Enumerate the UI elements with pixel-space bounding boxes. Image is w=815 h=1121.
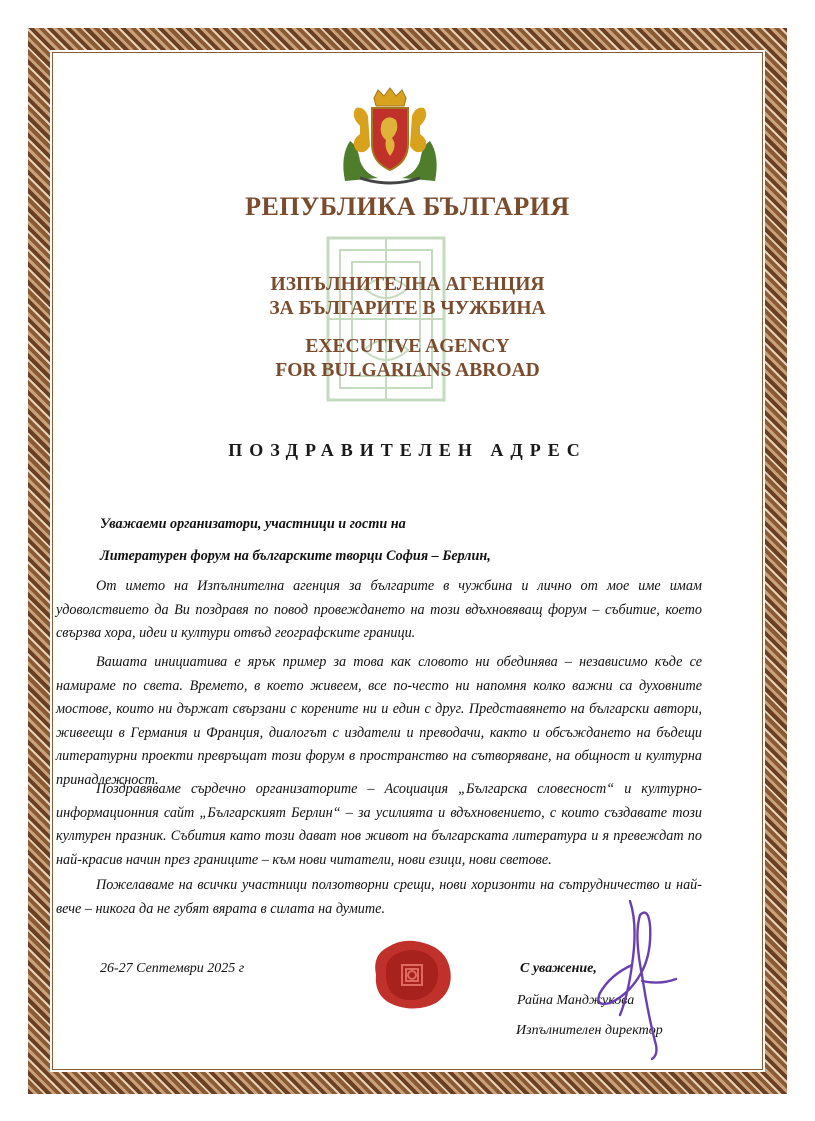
document-date: 26-27 Септември 2025 г xyxy=(100,961,245,976)
body-paragraph-2: Вашата инициатива е ярък пример за това как словото ни обединява – независимо къде се намираме по света. Времето, в което живеем, все по-често ни напомня колко важни са духовните мостове, които ни държат свързани с корените ни и един с друг. Представянето на български автори, живеещи в Германия и Франция, диалогът с издатели и преводачи, както и обсъждането на бъдещи литературни проекти превръщат този форум в пространство на сътворяване, на общност и културна принадлежност. xyxy=(56,654,702,788)
agency-name-en-line1: EXECUTIVE AGENCY xyxy=(305,336,510,357)
body-paragraph-3: Поздравяваме сърдечно организаторите – Асоциация „Българска словесност“ и културно-информационния сайт „Българският Берлин“ – за усилията и вдъхновението, с които създавате този културен празник. Събития като този дават нов живот на българската литература и я превеждат по най-красив начин през границите – към нови читатели, нови езици, нови светове. xyxy=(56,781,702,868)
country-heading: РЕПУБЛИКА БЪЛГАРИЯ xyxy=(245,192,570,221)
body-paragraph-4: Пожелаваме на всички участници ползотворни срещи, нови хоризонти на сътрудничество и най-вече – никога да не губят вярата в силата на думите. xyxy=(56,877,702,917)
coat-of-arms-icon xyxy=(330,86,450,191)
signatory-title: Изпълнителен директор xyxy=(516,1023,663,1038)
closing-phrase: С уважение, xyxy=(520,961,597,976)
agency-name-bg-line1: ИЗПЪЛНИТЕЛНА АГЕНЦИЯ xyxy=(270,274,545,295)
salutation-line2: Литературен форум на българските творци София – Берлин, xyxy=(100,548,491,564)
wax-seal-icon xyxy=(366,935,456,1013)
agency-name-en-line2: FOR BULGARIANS ABROAD xyxy=(275,360,540,381)
agency-name-bg-line2: ЗА БЪЛГАРИТЕ В ЧУЖБИНА xyxy=(269,298,546,319)
document-title: ПОЗДРАВИТЕЛЕН АДРЕС xyxy=(228,440,587,460)
body-paragraph-1: От името на Изпълнителна агенция за българите в чужбина и лично от мое име имам удоволствието да Ви поздравя по повод провеждането на този вдъхновяващ форум – събитие, което свързва хора, идеи и култури отвъд географските граници. xyxy=(56,578,702,641)
salutation-line1: Уважаеми организатори, участници и гости на xyxy=(100,516,406,532)
signatory-name: Райна Манджукова xyxy=(517,993,635,1008)
handwritten-signature-icon xyxy=(580,895,690,1065)
